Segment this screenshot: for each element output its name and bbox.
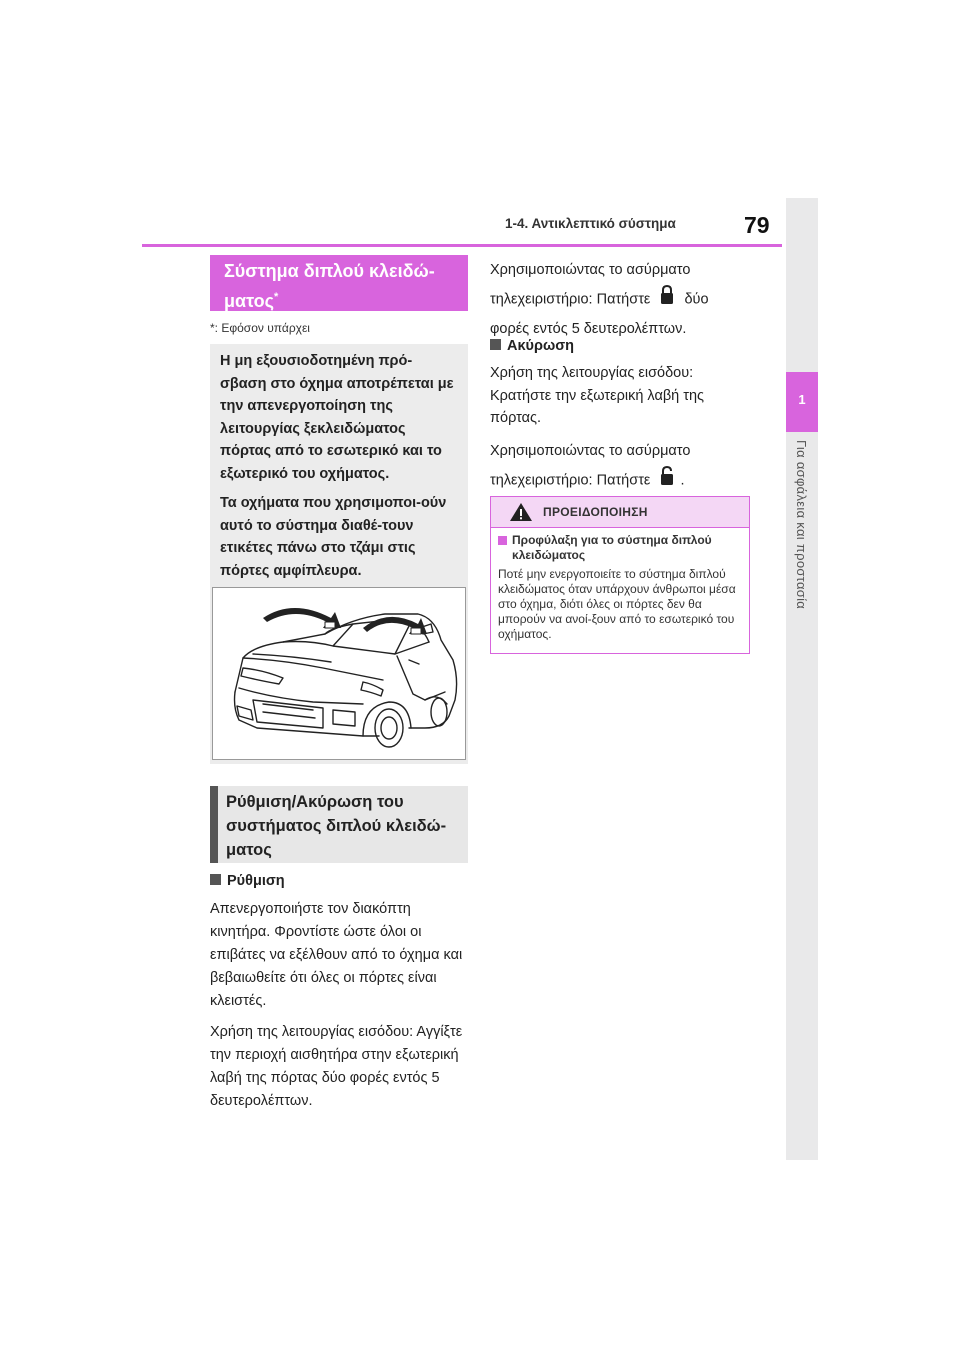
- footnote: *: Εφόσον υπάρχει: [210, 321, 310, 335]
- akyrosi-paragraph-1: Χρήση της λειτουργίας εισόδου: Κρατήστε την εξωτερική λαβή της πόρτας.: [490, 365, 705, 426]
- heading-rythmisi: [210, 873, 285, 889]
- lock-button-icon: [657, 283, 677, 316]
- remote-lock-text-after: δύο φορές εντός 5 δευτερολέπτων.: [490, 291, 709, 337]
- bullet-square-icon: [490, 339, 501, 350]
- chapter-title-wrap: [786, 440, 818, 780]
- akyrosi-paragraph-2-after: .: [680, 471, 685, 488]
- car-drawing-icon: [213, 588, 465, 759]
- akyrosi-paragraph-2: [490, 438, 750, 497]
- warning-body: [491, 528, 749, 642]
- rythmisi-text: [210, 898, 470, 1121]
- info-box: [210, 344, 468, 764]
- heading-rythmisi-text: Ρύθμιση: [227, 873, 285, 889]
- section-title-line1: Σύστημα διπλού κλειδώ-: [224, 261, 435, 281]
- akyrosi-text: [490, 362, 750, 505]
- section-header: 1-4. Αντικλεπτικό σύστημα: [505, 216, 676, 231]
- warning-text: Ποτέ μην ενεργοποιείτε το σύστημα διπλού κλειδώματος όταν υπάρχουν άνθρωποι μέσα στο όχημα, διότι όλες οι πόρτες δεν θα μπορούν να ανοί-ξουν από το εσωτερικό του οχήματος.: [498, 567, 736, 641]
- car-illustration: [212, 587, 466, 760]
- akyrosi-paragraph-2-before: Χρησιμοποιώντας το ασύρματο τηλεχειριστήριο: Πατήστε: [490, 442, 691, 488]
- heading-akyrosi: [490, 338, 574, 354]
- section-title: [210, 255, 468, 311]
- rythmisi-paragraph-1: Απενεργοποιήστε τον διακόπτη κινητήρα. Φροντίστε ώστε όλοι οι επιβάτες να εξέλθουν από το όχημα και βεβαιωθείτε ότι όλες οι πόρτες είναι κλειστές.: [210, 901, 463, 1009]
- subsection-title: Ρύθμιση/Ακύρωση του συστήματος διπλού κλειδώ-ματος: [210, 786, 468, 863]
- warning-box: [490, 496, 750, 654]
- info-paragraph-2: Τα οχήματα που χρησιμοποι-ούν αυτό το σύστημα διαθέ-τουν ετικέτες πάνω στο τζάμι στις πόρτες αμφίπλευρα.: [220, 495, 447, 579]
- chapter-title: Για ασφάλεια και προστασία: [794, 440, 809, 610]
- warning-subheading-text: Προφύλαξη για το σύστημα διπλού κλειδώματος: [512, 533, 712, 562]
- rythmisi-paragraph-2: Χρήση της λειτουργίας εισόδου: Αγγίξτε την περιοχή αισθητήρα στην εξωτερική λαβή της πόρτας δύο φορές εντός 5 δευτερολέπτων.: [210, 1024, 463, 1109]
- bullet-square-icon: [210, 874, 221, 885]
- remote-lock-text: [490, 257, 750, 342]
- unlock-button-icon: [657, 464, 677, 497]
- page-number: 79: [744, 212, 770, 238]
- remote-lock-text-before: Χρησιμοποιώντας το ασύρματο τηλεχειριστήριο: Πατήστε: [490, 262, 691, 308]
- warning-title: ΠΡΟΕΙΔΟΠΟΙΗΣΗ: [543, 505, 648, 519]
- section-title-line2: ματος: [224, 291, 274, 311]
- warning-subheading: [498, 533, 742, 563]
- bullet-square-icon: [498, 536, 507, 545]
- header-rule: [142, 244, 782, 247]
- heading-akyrosi-text: Ακύρωση: [507, 338, 574, 354]
- info-paragraph-1: Η μη εξουσιοδοτημένη πρό-σβαση στο όχημα αποτρέπεται με την απενεργοποίηση της λειτουργίας ξεκλειδώματος πόρτας από το εσωτερικό και το εξωτερικό του οχήματος.: [220, 353, 454, 482]
- warning-triangle-icon: [509, 502, 533, 525]
- chapter-number: 1: [798, 392, 806, 407]
- warning-header: [491, 497, 749, 528]
- footnote-mark: *: [273, 291, 279, 303]
